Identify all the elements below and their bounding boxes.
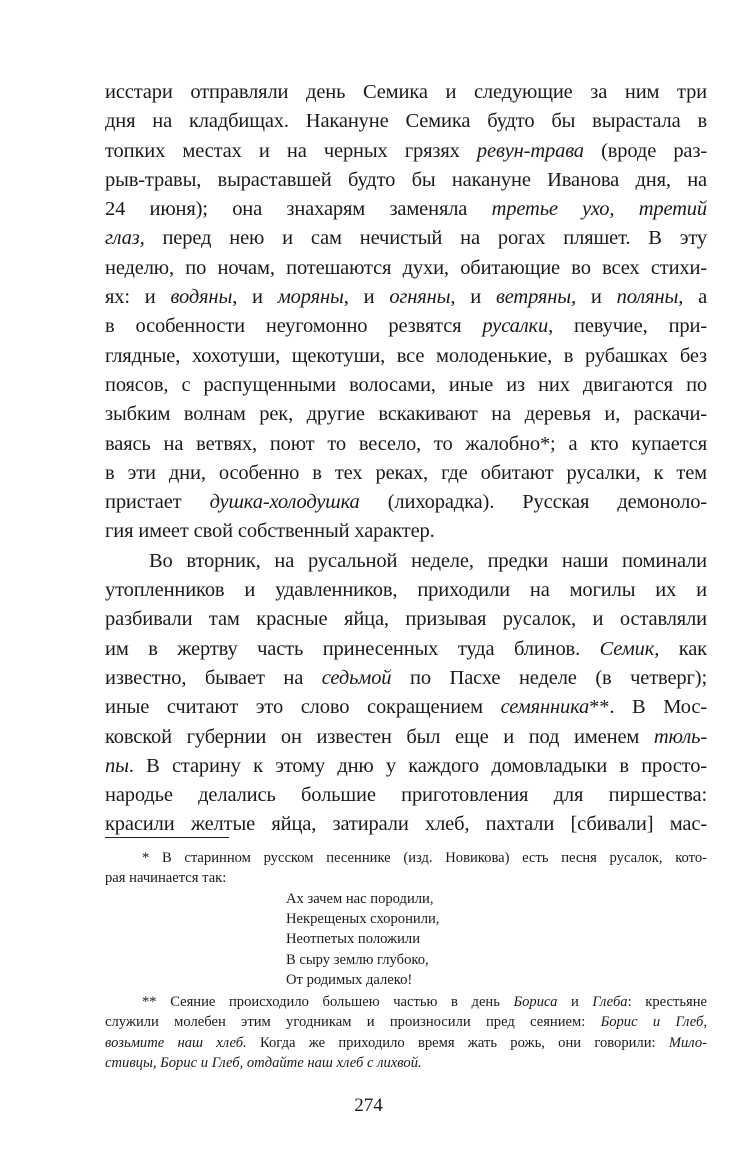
text-line	[105, 1033, 707, 1053]
text-segment: глядные, хохотуши, щекотуши, все молоденькие, в рубашках без	[105, 344, 707, 367]
poem-line: Некрещеных схоронили,	[286, 911, 440, 928]
italic-segment: Глеба	[592, 994, 628, 1010]
text-line	[105, 224, 707, 253]
poem-line: Неотпетых положили	[286, 931, 421, 948]
text-line	[105, 195, 707, 224]
text-line	[105, 283, 707, 312]
italic-segment: моряны	[277, 286, 344, 309]
text-line	[105, 781, 707, 810]
text-segment: * В старинном русском песеннике (изд. Новикова) есть песня русалок, кото-	[142, 850, 707, 866]
text-segment: по Пасхе неделе (в четверг);	[391, 666, 707, 689]
footnote-1	[105, 848, 707, 889]
text-segment: : крестьяне	[627, 994, 708, 1010]
text-line	[105, 547, 707, 576]
text-segment: народье делались большие приготовления для пиршества:	[105, 784, 707, 807]
text-line	[105, 576, 707, 605]
italic-segment: водяны	[170, 286, 233, 309]
italic-segment: третье ухо, третий	[491, 198, 707, 221]
text-line	[105, 1053, 707, 1073]
text-segment: , и	[571, 286, 617, 309]
text-line	[105, 107, 707, 136]
text-segment: , певучие, при-	[548, 315, 707, 338]
text-segment: , и	[232, 286, 278, 309]
text-segment: разбивали там красные яйца, призывая русалок, и оставляли	[105, 608, 707, 631]
text-segment: ковской губернии он известен был еще и под именем	[105, 725, 654, 748]
text-segment: (лихорадка). Русская демоноло-	[359, 491, 707, 514]
italic-segment: ветряны	[495, 286, 572, 309]
text-segment: и	[557, 994, 593, 1010]
text-line	[105, 400, 707, 429]
text-segment: исстари отправляли день Семика и следующие за ним три	[105, 81, 707, 103]
text-segment: ях: и	[105, 286, 171, 309]
text-line	[105, 605, 707, 634]
text-line	[105, 459, 707, 488]
text-line	[105, 635, 707, 664]
italic-segment: стивцы, Борис и Глеб, отдайте наш хлеб с лихвой.	[105, 1055, 422, 1072]
italic-segment: пы	[105, 754, 129, 777]
italic-segment: русалки	[482, 315, 549, 338]
text-segment: , и	[343, 286, 390, 309]
italic-segment: ревун-трава	[476, 139, 584, 162]
text-segment: . В старину к этому дню у каждого домовладыки в просто-	[128, 754, 707, 777]
text-segment: рыв-травы, выраставшей будто бы накануне Иванова дня, на	[105, 168, 707, 191]
text-line	[105, 848, 707, 868]
italic-segment: огняны	[389, 286, 451, 309]
italic-segment: тюль-	[653, 725, 707, 748]
text-segment: в эти дни, особенно в тех реках, где обитают русалки, к тем	[105, 461, 707, 484]
text-segment: неделю, по ночам, потешаются духи, обитающие во всех стихи-	[105, 256, 707, 279]
text-segment: (вроде раз-	[583, 139, 707, 162]
text-segment: пристает	[105, 491, 210, 514]
text-segment: зыбким волнам рек, другие вскакивают на деревья и, раскачи-	[105, 403, 707, 426]
text-segment: иные считают это слово сокращением	[105, 696, 501, 719]
text-segment: служили молебен этим угодникам и произносили пред сеянием:	[105, 1014, 601, 1031]
text-segment: известно, бывает на	[105, 666, 322, 689]
text-segment: 24 июня); она знахарям заменяла	[105, 198, 492, 221]
text-line	[105, 371, 707, 400]
text-line	[105, 693, 707, 722]
text-line	[105, 868, 707, 888]
italic-segment: Мило-	[668, 1034, 707, 1051]
text-line	[105, 517, 707, 546]
text-line	[105, 342, 707, 371]
text-segment: гия имеет свой собственный характер.	[105, 520, 435, 543]
footnote-separator	[105, 837, 229, 838]
text-line	[105, 254, 707, 283]
text-segment: **. В Мос-	[589, 696, 707, 719]
poem-line: Ах зачем нас породили,	[286, 891, 434, 907]
italic-segment: седьмой	[321, 666, 392, 689]
italic-segment: Борис и Глеб,	[600, 1014, 707, 1031]
italic-segment: Семик	[599, 637, 655, 660]
text-segment: поясов, с распущенными волосами, иные из них двигаются по	[105, 373, 707, 396]
text-segment: , как	[654, 637, 707, 660]
text-segment: в особенности неугомонно резвятся	[105, 315, 483, 338]
poem-quote	[286, 889, 439, 990]
text-segment: дня на кладбищах. Накануне Семика будто бы вырастала в	[105, 110, 707, 133]
text-line	[105, 78, 707, 107]
text-line	[105, 992, 707, 1012]
text-segment: им в жертву часть принесенных туда блинов.	[105, 637, 600, 660]
text-line	[105, 664, 707, 693]
italic-segment: глаз,	[105, 227, 145, 250]
italic-segment: возьмите наш хлеб.	[105, 1034, 247, 1051]
poem-line: В сыру землю глубоко,	[286, 951, 429, 968]
text-segment: топких местах и на черных грязях	[105, 139, 477, 162]
text-segment: перед нею и сам нечистый на рогах пляшет. В эту	[144, 227, 707, 250]
text-segment: рая начинается так:	[105, 870, 227, 887]
text-segment: , а	[678, 286, 708, 309]
main-text	[105, 78, 707, 840]
italic-segment: душка-холодушка	[209, 491, 360, 514]
text-line	[105, 810, 707, 839]
page-number: 274	[354, 1095, 383, 1116]
italic-segment: поляны	[616, 286, 679, 309]
text-line	[105, 166, 707, 195]
text-line	[105, 430, 707, 459]
italic-segment: Бориса	[513, 994, 558, 1010]
text-line	[105, 312, 707, 341]
poem-line: От родимых далеко!	[286, 971, 413, 988]
text-segment: красили желтые яйца, затирали хлеб, пахтали [сбивали] мас-	[105, 813, 707, 836]
text-segment: Во вторник, на русальной неделе, предки наши поминали	[149, 549, 707, 572]
text-segment: ** Сеяние происходило большею частью в день	[142, 994, 514, 1010]
text-line	[105, 488, 707, 517]
text-segment: утопленников и удавленников, приходили на могилы их и	[105, 579, 707, 602]
italic-segment: семянника	[500, 696, 590, 719]
text-line	[105, 723, 707, 752]
text-segment: ваясь на ветвях, поют то весело, то жалобно*; а кто купается	[105, 432, 707, 455]
text-segment: , и	[450, 286, 496, 309]
text-line	[105, 1012, 707, 1032]
text-segment: Когда же приходило время жать рожь, они говорили:	[246, 1034, 669, 1051]
text-line	[105, 752, 707, 781]
footnote-2	[105, 992, 707, 1074]
text-line	[105, 137, 707, 166]
